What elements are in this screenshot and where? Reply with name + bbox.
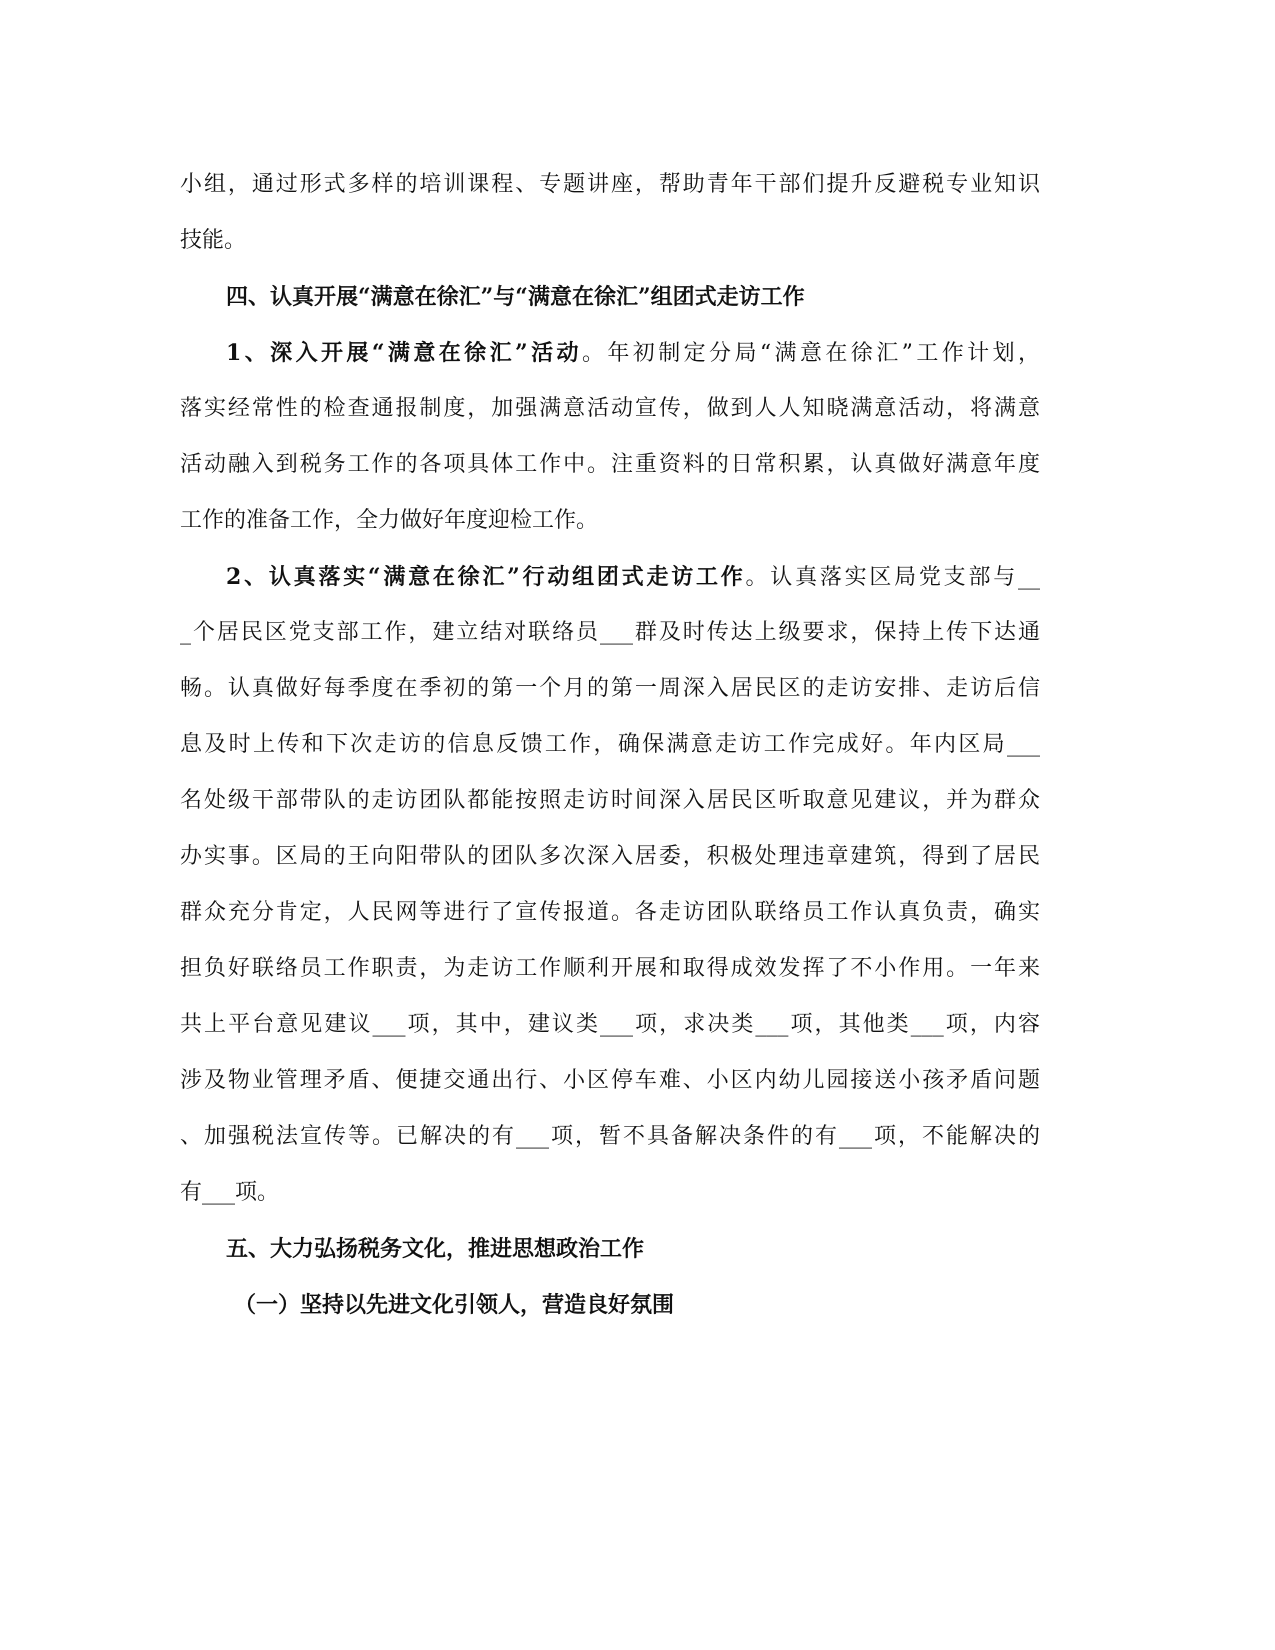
- paragraph-line: 办实事。区局的王向阳带队的团队多次深入居委，积极处理违章建筑，得到了居民: [180, 844, 1040, 869]
- paragraph-line: 活动融入到税务工作的各项具体工作中。注重资料的日常积累，认真做好满意年度: [180, 452, 1040, 477]
- paragraph-line: 共上平台意见建议___项，其中，建议类___项，求决类___项，其他类___项，内容: [180, 1012, 1040, 1037]
- item-1-text: 。年初制定分局“满意在徐汇”工作计划，: [581, 341, 1040, 366]
- paragraph-line: 小组，通过形式多样的培训课程、专题讲座，帮助青年干部们提升反避税专业知识: [180, 172, 1040, 197]
- subsection-heading-1: （一）坚持以先进文化引领人，营造良好氛围: [234, 1292, 675, 1318]
- paragraph-line: 工作的准备工作，全力做好年度迎检工作。: [180, 508, 599, 533]
- paragraph-line: 有___项。: [180, 1180, 280, 1205]
- item-1-title: 1、深入开展“满意在徐汇”活动: [226, 340, 582, 366]
- paragraph-line: 落实经常性的检查通报制度，加强满意活动宣传，做到人人知晓满意活动，将满意: [180, 396, 1040, 421]
- paragraph-line: 涉及物业管理矛盾、便捷交通出行、小区停车难、小区内幼儿园接送小孩矛盾问题: [180, 1068, 1040, 1093]
- section-heading-4: 四、认真开展“满意在徐汇”与“满意在徐汇”组团式走访工作: [226, 284, 805, 310]
- paragraph-line: 、加强税法宣传等。已解决的有___项，暂不具备解决条件的有___项，不能解决的: [180, 1124, 1040, 1149]
- item-2-title: 2、认真落实“满意在徐汇”行动组团式走访工作: [226, 564, 746, 590]
- paragraph-line: 畅。认真做好每季度在季初的第一个月的第一周深入居民区的走访安排、走访后信: [180, 676, 1040, 701]
- item-2-text: 。认真落实区局党支部与__: [745, 565, 1040, 590]
- item-2-first-line: [226, 562, 1040, 593]
- section-heading-5: 五、大力弘扬税务文化，推进思想政治工作: [226, 1236, 645, 1262]
- paragraph-line: 技能。: [180, 228, 247, 253]
- item-1-first-line: [226, 338, 1040, 369]
- paragraph-line: 群众充分肯定，人民网等进行了宣传报道。各走访团队联络员工作认真负责，确实: [180, 900, 1040, 925]
- paragraph-line: 担负好联络员工作职责，为走访工作顺利开展和取得成效发挥了不小作用。一年来: [180, 956, 1040, 981]
- paragraph-line: 息及时上传和下次走访的信息反馈工作，确保满意走访工作完成好。年内区局___: [180, 732, 1040, 757]
- paragraph-line: 名处级干部带队的走访团队都能按照走访时间深入居民区听取意见建议，并为群众: [180, 788, 1040, 813]
- paragraph-line: _个居民区党支部工作，建立结对联络员___群及时传达上级要求，保持上传下达通: [180, 620, 1040, 645]
